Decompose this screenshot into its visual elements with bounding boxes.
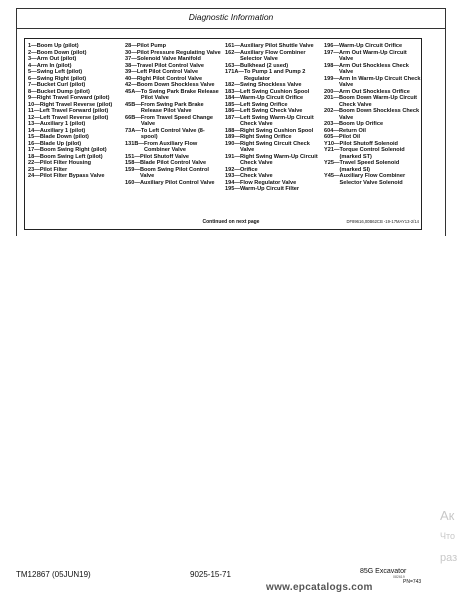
legend-text: From Swing Park Brake Release Pilot Valve: [140, 101, 204, 114]
legend-number: 194—: [225, 179, 240, 186]
legend-number: 197—: [324, 49, 339, 56]
legend-column-1: [28, 43, 126, 180]
legend-number: 45B—: [125, 101, 141, 108]
legend-entry: [324, 108, 422, 121]
legend-entry: [125, 128, 221, 141]
legend-text: Arm Out Shockless Check Valve: [338, 62, 409, 75]
footer-page-id: 9025-15-71: [190, 570, 231, 579]
legend-number: 22—: [28, 160, 40, 166]
legend-text: Bulkhead (2 used): [239, 62, 289, 69]
legend-number: Y10—: [324, 140, 340, 147]
legend-number: 17—: [28, 147, 40, 153]
overlay-text-1: Ак: [440, 508, 455, 523]
legend-entry: [324, 76, 422, 89]
figure-reference: DF89616,00B62CB -19-17MAY13-2/14: [346, 219, 419, 224]
legend-text: Right Swing Orifice: [239, 134, 292, 140]
legend-text: Arm Out (pilot): [36, 56, 77, 62]
legend-number: 188—: [225, 127, 240, 134]
legend-text: Swing Right (pilot): [36, 75, 87, 82]
legend-number: 16—: [28, 140, 40, 147]
legend-text: Boom Up Orifice: [338, 121, 384, 127]
legend-entry: [324, 147, 422, 160]
legend-text: Pilot Shutoff Valve: [139, 153, 190, 160]
legend-number: 2—: [28, 49, 37, 56]
legend-number: 151—: [125, 153, 140, 160]
legend-number: 198—: [324, 62, 339, 69]
legend-entry: [324, 173, 422, 186]
legend-number: 5—: [28, 69, 37, 75]
legend-number: 199—: [324, 75, 339, 82]
legend-number: 13—: [28, 121, 40, 127]
legend-text: From Auxiliary Flow Combiner Valve: [143, 140, 198, 153]
legend-number: 66B—: [125, 114, 141, 121]
legend-text: Warm-Up Circuit Filter: [239, 186, 300, 192]
legend-text: Pilot Filter Housing: [39, 160, 92, 166]
legend-text: Blade Down (pilot): [39, 134, 89, 140]
page-title: Diagnostic Information: [188, 12, 274, 22]
footer-page-number: PN=743: [403, 579, 422, 585]
legend-number: 190—: [225, 140, 240, 147]
legend-number: 185—: [225, 101, 240, 108]
legend-text: Blade Up (pilot): [39, 140, 82, 147]
legend-entry: [125, 180, 221, 187]
legend-number: 202—: [324, 108, 339, 114]
legend-number: 45A—: [125, 88, 141, 95]
legend-text: Arm Out Shockless Orifice: [338, 88, 410, 95]
legend-number: 163—: [225, 62, 240, 69]
legend-text: Right Swing Warm-Up Circuit Check Valve: [239, 153, 318, 166]
legend-text: Boom Down (pilot): [36, 49, 87, 56]
header-rule-bottom: [16, 28, 446, 29]
legend-text: Warm-Up Circuit Orifice: [338, 43, 403, 49]
legend-number: 203—: [324, 121, 339, 127]
legend-number: 30—: [125, 49, 137, 56]
legend-entry: [125, 89, 221, 102]
legend-text: Boom Swing Left (pilot): [39, 153, 103, 160]
legend-number: 187—: [225, 114, 240, 121]
legend-number: 162—: [225, 49, 240, 56]
legend-entry: [125, 115, 221, 128]
legend-text: Arm Out Warm-Up Circuit Valve: [338, 49, 407, 62]
legend-number: 37—: [125, 56, 137, 62]
legend-text: Auxiliary Pilot Control Valve: [139, 179, 215, 186]
legend-number: 171A—: [225, 69, 244, 75]
legend-entry: [125, 167, 221, 180]
legend-text: Arm In (pilot): [36, 62, 72, 69]
legend-text: Travel Pilot Control Valve: [136, 62, 204, 69]
legend-entry: [324, 50, 422, 63]
legend-number: 159—: [125, 166, 140, 173]
continued-note: Continued on next page: [202, 219, 260, 225]
legend-text: Solenoid Valve Manifold: [136, 56, 201, 62]
legend-number: 42—: [125, 82, 137, 88]
footer-date-code: 082619: [393, 575, 405, 579]
legend-entry: [324, 63, 422, 76]
legend-number: Y21—: [324, 147, 340, 153]
legend-number: 189—: [225, 134, 240, 140]
legend-text: Warm-Up Circuit Orifice: [239, 95, 304, 101]
legend-text: To Left Control Valve (8-spool): [140, 127, 205, 140]
legend-number: 200—: [324, 88, 339, 95]
legend-column-2: [125, 43, 221, 186]
legend-text: Bucket Curl (pilot): [36, 82, 86, 88]
legend-column-3: [225, 43, 325, 193]
legend-text: Boom Up (pilot): [36, 43, 79, 49]
legend-text: Return Oil: [338, 127, 366, 134]
legend-text: Auxiliary Pilot Shuttle Valve: [239, 43, 314, 49]
legend-number: 191—: [225, 153, 240, 160]
legend-text: Pilot Filter Bypass Valve: [39, 173, 105, 179]
header-rule: [16, 8, 446, 9]
legend-text: Auxiliary Flow Combiner Selector Valve: [239, 49, 306, 62]
legend-number: 6—: [28, 75, 37, 82]
legend-text: Right Swing Circuit Check Valve: [239, 140, 310, 153]
legend-text: Travel Speed Solenoid (marked SI): [339, 160, 400, 173]
legend-number: 24—: [28, 173, 40, 179]
legend-text: Boom Down Shockless Check Valve: [338, 108, 420, 121]
legend-number: 39—: [125, 69, 137, 75]
legend-entry: [324, 95, 422, 108]
legend-text: Boom Swing Right (pilot): [39, 147, 107, 153]
legend-number: 186—: [225, 108, 240, 114]
legend-text: Boom Down Shockless Valve: [136, 82, 215, 88]
legend-number: 3—: [28, 56, 37, 62]
legend-entry: [225, 69, 325, 82]
legend-number: 161—: [225, 43, 240, 49]
legend-number: 193—: [225, 173, 240, 179]
legend-text: Bucket Dump (pilot): [36, 88, 90, 95]
legend-text: Pilot Pressure Regulating Valve: [136, 49, 221, 56]
legend-entry: [225, 186, 325, 193]
legend-number: 182—: [225, 82, 240, 88]
legend-number: 38—: [125, 62, 137, 69]
footer-model: 85G Excavator: [360, 568, 407, 575]
legend-text: Torque Control Solenoid (marked ST): [339, 147, 405, 160]
legend-text: Left Swing Cushion Spool: [239, 88, 310, 95]
legend-text: Left Pilot Control Valve: [136, 69, 199, 75]
legend-number: 12—: [28, 114, 40, 121]
legend-number: 28—: [125, 43, 137, 49]
legend-text: Right Swing Cushion Spool: [239, 127, 314, 134]
page-border-left: [16, 8, 17, 236]
legend-number: 605—: [324, 134, 339, 140]
overlay-text-2: Что: [440, 531, 456, 541]
legend-number: 15—: [28, 134, 40, 140]
legend-number: 604—: [324, 127, 339, 134]
legend-entry: [324, 160, 422, 173]
legend-number: 14—: [28, 127, 40, 134]
legend-text: Blade Pilot Control Valve: [139, 160, 207, 166]
overlay-text-3: раз: [440, 552, 458, 564]
legend-text: Left Travel Forward (pilot): [39, 108, 109, 114]
legend-text: Left Travel Reverse (pilot): [39, 114, 109, 121]
legend-number: 7—: [28, 82, 37, 88]
legend-number: 8—: [28, 88, 37, 95]
legend-text: Flow Regulator Valve: [239, 179, 297, 186]
legend-text: Check Valve: [239, 173, 273, 179]
legend-entry: [225, 141, 325, 154]
page-border-right: [445, 8, 446, 236]
legend-text: To Swing Park Brake Release Pilot Valve: [140, 88, 219, 101]
legend-number: 195—: [225, 186, 240, 192]
legend-number: Y45—: [324, 173, 340, 179]
legend-entry: [125, 141, 221, 154]
legend-entry: [225, 154, 325, 167]
legend-number: 131B—: [125, 140, 144, 147]
legend-entry: [125, 102, 221, 115]
legend-number: 4—: [28, 62, 37, 69]
legend-number: 73A—: [125, 127, 141, 134]
legend-text: Left Swing Orifice: [239, 101, 288, 108]
legend-entry: [225, 115, 325, 128]
footer-doc-id: TM12867 (05JUN19): [16, 570, 91, 579]
legend-text: Boom Swing Pilot Control Valve: [139, 166, 209, 179]
legend-number: 1—: [28, 43, 37, 49]
legend-text: Right Pilot Control Valve: [136, 75, 203, 82]
legend-number: 9—: [28, 95, 37, 101]
legend-text: Swing Shockless Valve: [239, 82, 302, 88]
legend-text: To Pump 1 and Pump 2 Regulator: [243, 69, 306, 82]
legend-number: 183—: [225, 88, 240, 95]
legend-number: 184—: [225, 95, 240, 101]
legend-entry: [28, 173, 126, 180]
legend-number: 10—: [28, 101, 40, 108]
legend-text: Arm In Warm-Up Circuit Check Valve: [338, 75, 421, 88]
legend-text: Right Travel Reverse (pilot): [39, 101, 113, 108]
legend-text: Pilot Filter: [39, 166, 68, 173]
legend-text: Auxiliary 1 (pilot): [39, 127, 86, 134]
legend-number: 40—: [125, 75, 137, 82]
legend-number: 160—: [125, 179, 140, 186]
legend-text: Boom Down Warm-Up Circuit Check Valve: [338, 95, 418, 108]
legend-text: Orifice: [239, 166, 258, 173]
legend-column-4: [324, 43, 422, 186]
legend-text: Pilot Oil: [338, 134, 361, 140]
legend-number: 11—: [28, 108, 40, 114]
legend-number: 192—: [225, 166, 240, 173]
legend-number: 201—: [324, 95, 339, 101]
legend-number: Y25—: [324, 160, 340, 166]
legend-number: 18—: [28, 153, 40, 160]
legend-number: 23—: [28, 166, 40, 173]
legend-text: Left Swing Warm-Up Circuit Check Valve: [239, 114, 314, 127]
legend-number: 158—: [125, 160, 140, 166]
legend-text: Auxiliary 1 (pilot): [39, 121, 86, 127]
legend-text: Right Travel Forward (pilot): [36, 95, 110, 101]
watermark-link[interactable]: www.epcatalogs.com: [266, 582, 373, 593]
legend-entry: [225, 50, 325, 63]
legend-text: From Travel Speed Change Valve: [140, 114, 213, 127]
legend-text: Pilot Pump: [136, 43, 167, 49]
legend-text: Auxiliary Flow Combiner Selector Valve Solenoid: [339, 173, 406, 186]
legend-number: 196—: [324, 43, 339, 49]
legend-text: Left Swing Check Valve: [239, 108, 303, 114]
legend-text: Swing Left (pilot): [36, 69, 83, 75]
legend-text: Pilot Shutoff Solenoid: [339, 140, 398, 147]
